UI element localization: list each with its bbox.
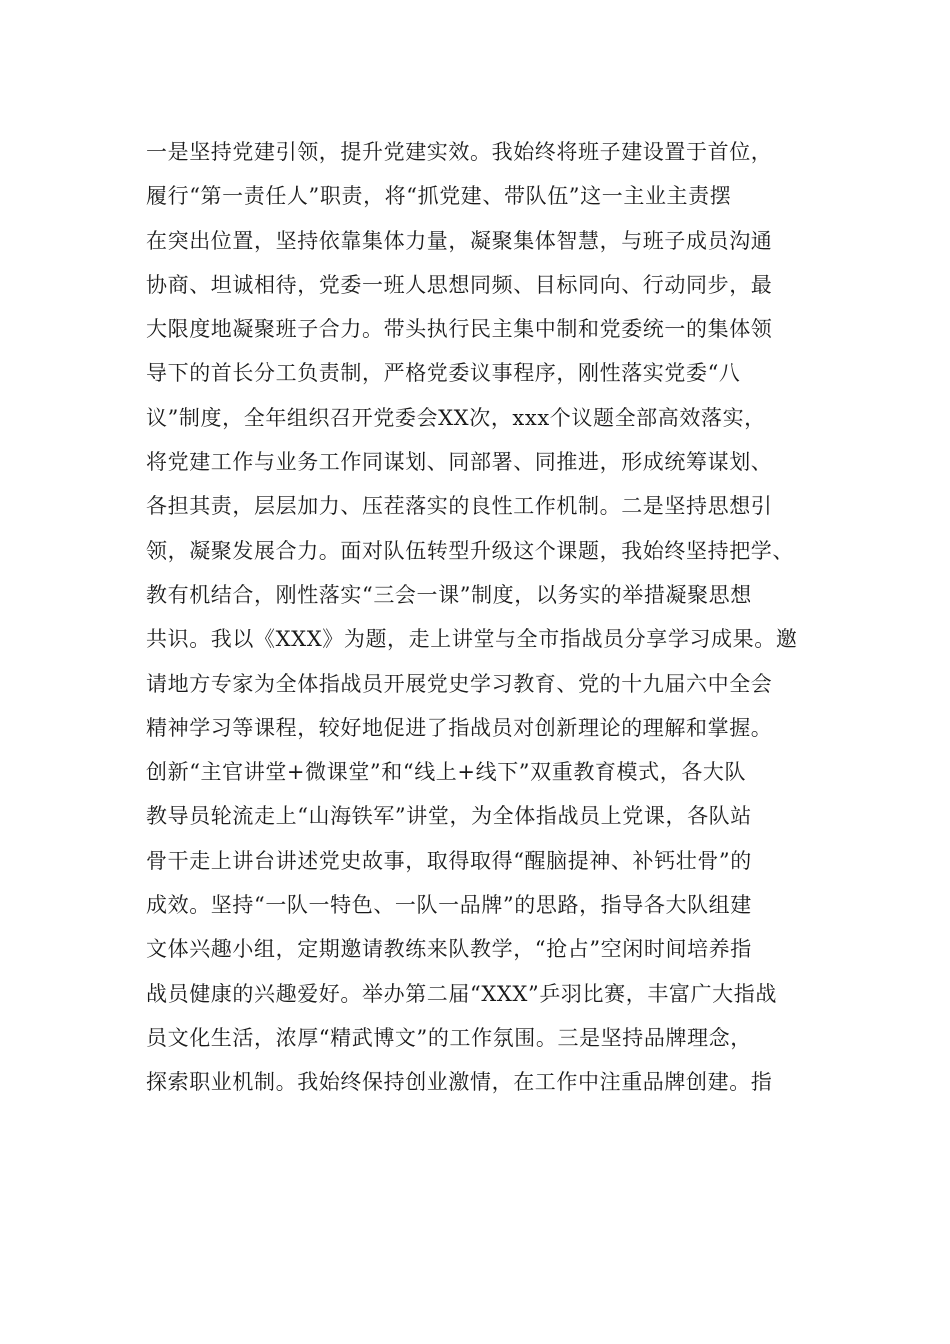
text-line-14: 精神学习等课程，较好地促进了指战员对创新理论的理解和掌握。 bbox=[146, 715, 773, 740]
text-line-21: 员文化生活，浓厚“精武博文”的工作氛围。三是坚持品牌理念， bbox=[146, 1025, 752, 1050]
text-line-13: 请地方专家为全体指战员开展党史学习教育、党的十九届六中全会 bbox=[146, 671, 773, 696]
document-body bbox=[146, 130, 826, 1105]
text-line-9: 各担其责，层层加力、压茬落实的良性工作机制。二是坚持思想引 bbox=[146, 494, 773, 519]
text-line-10: 领，凝聚发展合力。面对队伍转型升级这个课题，我始终坚持把学、 bbox=[146, 538, 794, 563]
text-line-12: 共识。我以《XXX》为题，走上讲堂与全市指战员分享学习成果。邀 bbox=[146, 627, 798, 652]
text-line-5: 大限度地凝聚班子合力。带头执行民主集中制和党委统一的集体领 bbox=[146, 317, 773, 342]
text-line-7: 议”制度，全年组织召开党委会XX次，xxx个议题全部高效落实， bbox=[146, 405, 766, 430]
text-line-8: 将党建工作与业务工作同谋划、同部署、同推进，形成统筹谋划、 bbox=[146, 450, 773, 475]
text-line-11: 教有机结合，刚性落实“三会一课”制度，以务实的举措凝聚思想 bbox=[146, 582, 752, 607]
text-line-16: 教导员轮流走上“山海铁军”讲堂，为全体指战员上党课，各队站 bbox=[146, 804, 752, 829]
text-line-6: 导下的首长分工负责制，严格党委议事程序，刚性落实党委“八 bbox=[146, 361, 741, 386]
text-line-2: 履行“第一责任人”职责，将“抓党建、带队伍”这一主业主责摆 bbox=[146, 184, 732, 209]
text-line-1: 一是坚持党建引领，提升党建实效。我始终将班子建设置于首位， bbox=[146, 140, 773, 164]
text-line-22: 探索职业机制。我始终保持创业激情，在工作中注重品牌创建。指 bbox=[146, 1070, 773, 1095]
text-line-20: 战员健康的兴趣爱好。举办第二届“XXX”乒羽比赛，丰富广大指战 bbox=[146, 981, 777, 1006]
text-line-17: 骨干走上讲台讲述党史故事，取得取得“醒脑提神、补钙壮骨”的 bbox=[146, 848, 752, 873]
text-line-4: 协商、坦诚相待，党委一班人思想同频、目标同向、行动同步，最 bbox=[146, 272, 773, 297]
text-line-19: 文体兴趣小组，定期邀请教练来队教学，“抢占”空闲时间培养指 bbox=[146, 937, 752, 962]
text-line-15: 创新“主官讲堂+微课堂”和“线上+线下”双重教育模式，各大队 bbox=[146, 760, 747, 785]
text-line-3: 在突出位置，坚持依靠集体力量，凝聚集体智慧，与班子成员沟通 bbox=[146, 228, 773, 253]
text-line-18: 成效。坚持“一队一特色、一队一品牌”的思路，指导各大队组建 bbox=[146, 893, 752, 918]
